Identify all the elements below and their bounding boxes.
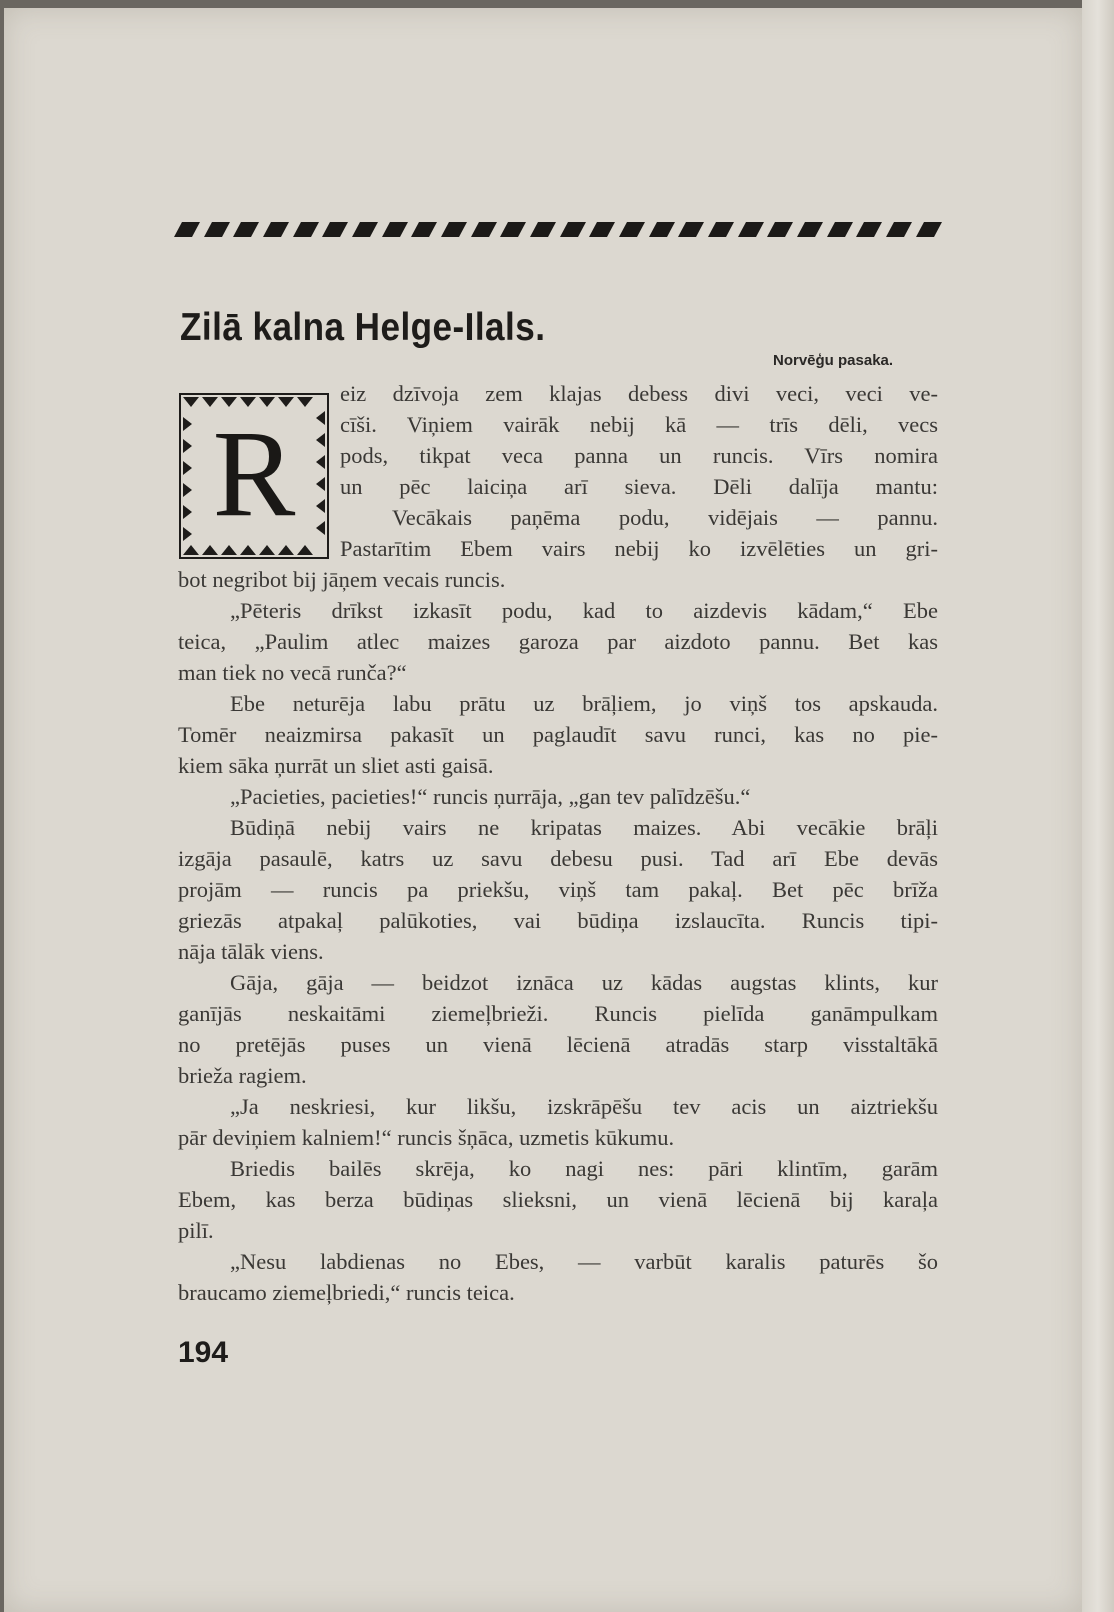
text-line: Ebem, kas berza būdiņas slieksni, un vienā lēcienā bij karaļa [178, 1187, 938, 1212]
drop-cap-triangle [297, 397, 313, 407]
drop-cap-triangle [183, 397, 199, 407]
ornament-mark [797, 222, 823, 237]
ornament-mark [767, 222, 793, 237]
text-line: braucamo ziemeļbriedi,“ runcis teica. [178, 1280, 515, 1305]
text-line: Pastarītim Ebem vairs nebij ko izvēlēties un gri- [340, 536, 938, 561]
text-line: cīši. Viņiem vairāk nebij kā — trīs dēli, vecs [340, 412, 938, 437]
text-line: un pēc laiciņa arī sieva. Dēli dalīja mantu: [340, 474, 938, 499]
text-line: Būdiņā nebij vairs ne kripatas maizes. Abi vecākie brāļi [230, 815, 938, 840]
text-line: ganījās neskaitāmi ziemeļbrieži. Runcis pielīda ganāmpulkam [178, 1001, 938, 1026]
text-line: projām — runcis pa priekšu, viņš tam pakaļ. Bet pēc brīža [178, 877, 938, 902]
page-edge [1082, 0, 1114, 1612]
text-line: kiem sāka ņurrāt un sliet asti gaisā. [178, 753, 494, 778]
ornament-mark [352, 222, 378, 237]
text-line: pilī. [178, 1218, 214, 1243]
text-line: man tiek no vecā runča?“ [178, 660, 407, 685]
ornament-mark [263, 222, 289, 237]
ornament-mark [500, 222, 526, 237]
ornament-mark [471, 222, 497, 237]
ornament-mark [886, 222, 912, 237]
text-line: bot negribot bij jāņem vecais runcis. [178, 567, 506, 592]
text-line: izgāja pasaulē, katrs uz savu debesu pusi. Tad arī Ebe devās [178, 846, 938, 871]
ornament-mark [204, 222, 230, 237]
text-line: nāja tālāk viens. [178, 939, 324, 964]
text-line: „Pēteris drīkst izkasīt podu, kad to aizdevis kādam,“ Ebe [230, 598, 938, 623]
ornament-mark [708, 222, 734, 237]
ornament-mark [560, 222, 586, 237]
text-line: brieža ragiem. [178, 1063, 307, 1088]
text-line: Tomēr neaizmirsa pakasīt un paglaudīt savu runci, kas no pie- [178, 722, 938, 747]
text-line: teica, „Paulim atlec maizes garoza par aizdoto pannu. Bet kas [178, 629, 938, 654]
ornament-mark [530, 222, 556, 237]
ornament-mark [174, 222, 200, 237]
text-line: „Ja neskriesi, kur likšu, izskrāpēšu tev acis un aiztriekšu [230, 1094, 938, 1119]
text-line: griezās atpakaļ palūkoties, vai būdiņa izslaucīta. Runcis tipi- [178, 908, 938, 933]
ornament-mark [738, 222, 764, 237]
ornament-mark [589, 222, 615, 237]
text-line: Briedis bailēs skrēja, ko nagi nes: pāri klintīm, garām [230, 1156, 938, 1181]
page-subtitle: Norvēģu pasaka. [773, 352, 894, 369]
ornament-mark [322, 222, 348, 237]
ornament-mark [619, 222, 645, 237]
ornament-mark [649, 222, 675, 237]
ornament-mark [441, 222, 467, 237]
ornament-mark [827, 222, 853, 237]
page-number: 194 [178, 1336, 229, 1369]
ornament-mark [856, 222, 882, 237]
first-paragraph-lines [340, 378, 938, 533]
text-line: no pretējās puses un vienā lēcienā atradās starp visstaltākā [178, 1032, 938, 1057]
ornament-divider [178, 222, 938, 238]
drop-cap-letter: R [212, 405, 296, 542]
ornament-mark [233, 222, 259, 237]
ornament-mark [678, 222, 704, 237]
body-text [178, 533, 938, 1308]
page-title: Zilā kalna Helge-Ilals. [180, 306, 546, 349]
text-line: eiz dzīvoja zem klajas debess divi veci, veci ve- [340, 381, 938, 406]
ornament-mark [293, 222, 319, 237]
text-line: Ebe neturēja labu prātu uz brāļiem, jo viņš tos apskauda. [230, 691, 938, 716]
ornament-mark [382, 222, 408, 237]
text-line: pods, tikpat veca panna un runcis. Vīrs nomira [340, 443, 938, 468]
text-line: pār deviņiem kalniem!“ runcis šņāca, uzmetis kūkumu. [178, 1125, 675, 1150]
ornament-mark [411, 222, 437, 237]
text-line: Gāja, gāja — beidzot iznāca uz kādas augstas klints, kur [230, 970, 938, 995]
ornament-mark [916, 222, 942, 237]
text-line: „Pacieties, pacieties!“ runcis ņurrāja, „gan tev palīdzēšu.“ [230, 784, 751, 809]
text-line: „Nesu labdienas no Ebes, — varbūt karalis paturēs šo [230, 1249, 938, 1274]
text-line: Vecākais paņēma podu, vidējais — pannu. [392, 505, 938, 530]
